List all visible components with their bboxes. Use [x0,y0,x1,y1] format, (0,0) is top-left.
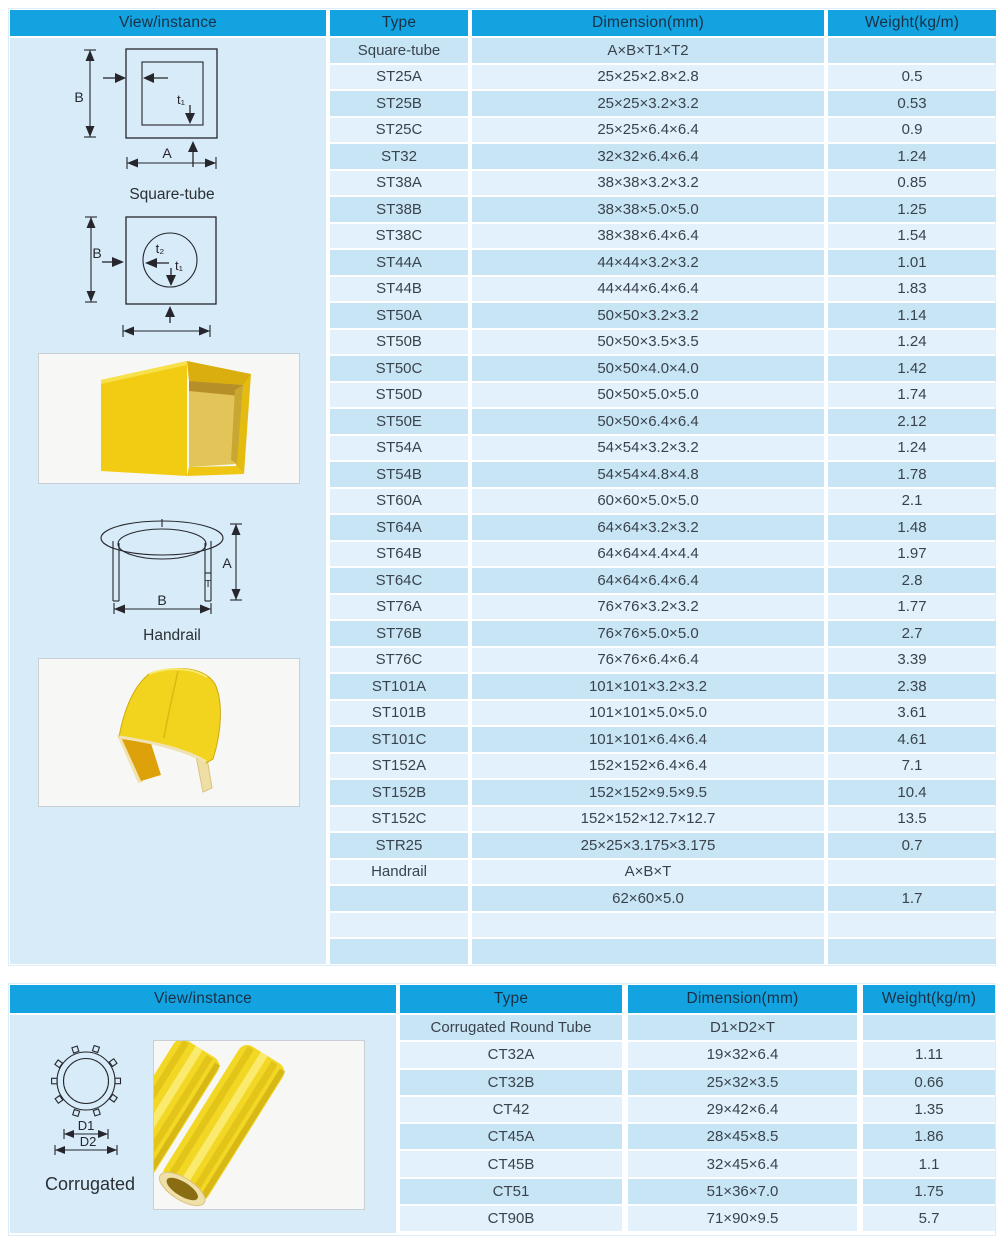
type-cell [330,886,468,911]
type-cell: ST32 [330,144,468,169]
top-col-header-weight: Weight(kg/m) [828,10,996,36]
table-row [330,224,996,249]
weight-cell: 1.1 [863,1151,995,1176]
dimension-cell: 62×60×5.0 [472,886,824,911]
dimension-cell: 25×32×3.5 [628,1070,857,1095]
type-cell: ST60A [330,489,468,514]
type-cell: CT90B [400,1206,622,1231]
dimension-cell: 38×38×3.2×3.2 [472,171,824,196]
weight-cell: 0.9 [828,118,996,143]
dimension-cell: 152×152×12.7×12.7 [472,807,824,832]
weight-cell: 2.38 [828,674,996,699]
dimension-cell: 64×64×6.4×6.4 [472,568,824,593]
square-tube-3d-drawing [39,354,299,483]
table-row [330,303,996,328]
table-row [400,1124,995,1149]
table-row [330,939,996,964]
table-row [330,807,996,832]
table-row [400,1179,995,1204]
weight-cell: 2.8 [828,568,996,593]
weight-cell: 1.78 [828,462,996,487]
dimension-cell: 25×25×3.2×3.2 [472,91,824,116]
dimension-cell: 51×36×7.0 [628,1179,857,1204]
type-cell: ST44B [330,277,468,302]
weight-cell: 1.97 [828,542,996,567]
weight-cell: 0.85 [828,171,996,196]
table-row [330,833,996,858]
weight-cell: 1.48 [828,515,996,540]
dimension-cell: 44×44×6.4×6.4 [472,277,824,302]
dimension-cell: D1×D2×T [628,1015,857,1040]
table-row [330,568,996,593]
dimension-cell: 60×60×5.0×5.0 [472,489,824,514]
dimension-cell: 64×64×3.2×3.2 [472,515,824,540]
type-cell: ST101C [330,727,468,752]
dimension-cell: 64×64×4.4×4.4 [472,542,824,567]
table-row [330,409,996,434]
dimension-cell: 25×25×3.175×3.175 [472,833,824,858]
type-cell: ST152A [330,754,468,779]
table-row [330,860,996,885]
type-cell: ST25A [330,65,468,90]
type-cell: Handrail [330,860,468,885]
type-cell: ST50C [330,356,468,381]
type-cell: ST152B [330,780,468,805]
weight-cell [828,860,996,885]
type-cell: ST64C [330,568,468,593]
table-row [330,171,996,196]
table-row [330,38,996,63]
dimension-cell: 71×90×9.5 [628,1206,857,1231]
weight-cell: 0.66 [863,1070,995,1095]
bottom-view-instance-header: View/instance [10,985,396,1013]
table-row [330,754,996,779]
table-row [330,356,996,381]
bottom-col-header-weight: Weight(kg/m) [863,985,995,1013]
weight-cell: 0.7 [828,833,996,858]
weight-cell: 1.54 [828,224,996,249]
table-row [330,674,996,699]
bottom-col-header-type: Type [400,985,622,1013]
dimension-cell: 50×50×3.5×3.5 [472,330,824,355]
weight-cell: 1.24 [828,330,996,355]
table-row [330,780,996,805]
type-cell: ST64A [330,515,468,540]
dimension-cell: 54×54×4.8×4.8 [472,462,824,487]
weight-cell [863,1015,995,1040]
type-cell: ST38B [330,197,468,222]
weight-cell [828,939,996,964]
table-row [330,118,996,143]
diagram2-label-b: B [92,245,102,261]
type-cell: ST50E [330,409,468,434]
diagram2-label-t1: t₁ [175,258,183,273]
top-col-header-type: Type [330,10,468,36]
diagram3-label-t: T [204,579,212,590]
type-cell: ST25B [330,91,468,116]
weight-cell: 13.5 [828,807,996,832]
dimension-cell [472,939,824,964]
type-cell: ST101A [330,674,468,699]
square-tube-caption: Square-tube [129,186,215,203]
weight-cell: 2.1 [828,489,996,514]
type-cell: STR25 [330,833,468,858]
dimension-cell: 28×45×8.5 [628,1124,857,1149]
table-row [330,383,996,408]
corrugated-ring-diagram [45,1042,140,1160]
type-cell: ST38C [330,224,468,249]
type-cell: CT51 [400,1179,622,1204]
type-cell: CT42 [400,1097,622,1122]
table-row [330,727,996,752]
weight-cell: 1.77 [828,595,996,620]
dimension-cell: 38×38×5.0×5.0 [472,197,824,222]
weight-cell: 1.83 [828,277,996,302]
type-cell [330,939,468,964]
table-row [330,595,996,620]
type-cell: ST64B [330,542,468,567]
corrugated-tube-table [400,1015,995,1233]
type-cell: CT45A [400,1124,622,1149]
type-cell: ST44A [330,250,468,275]
dimension-cell: 32×45×6.4 [628,1151,857,1176]
dimension-cell [472,913,824,938]
dimension-cell: 25×25×6.4×6.4 [472,118,824,143]
table-row [330,515,996,540]
table-row [330,489,996,514]
table-row [330,886,996,911]
weight-cell: 10.4 [828,780,996,805]
table-row [330,621,996,646]
table-row [400,1070,995,1095]
weight-cell: 1.74 [828,383,996,408]
table-row [330,250,996,275]
bottom-col-header-dimension: Dimension(mm) [628,985,857,1013]
dimension-cell: 19×32×6.4 [628,1042,857,1067]
diagram2-label-t2: t₂ [155,241,165,256]
weight-cell: 1.24 [828,436,996,461]
type-cell: ST38A [330,171,468,196]
corrugated-tubes-drawing [154,1041,364,1209]
table-row [330,330,996,355]
table-row [400,1015,995,1040]
dimension-cell: 101×101×3.2×3.2 [472,674,824,699]
weight-cell [828,38,996,63]
weight-cell: 3.61 [828,701,996,726]
diagram1-label-b: B [74,89,84,105]
dimension-cell: 152×152×6.4×6.4 [472,754,824,779]
dimension-cell: 101×101×6.4×6.4 [472,727,824,752]
handrail-photo [38,658,300,807]
square-tube-bore-diagram [70,208,225,340]
weight-cell: 1.01 [828,250,996,275]
weight-cell: 1.35 [863,1097,995,1122]
type-cell: ST54A [330,436,468,461]
table-row [330,462,996,487]
table-row [400,1151,995,1176]
dimension-cell: 76×76×6.4×6.4 [472,648,824,673]
weight-cell: 4.61 [828,727,996,752]
weight-cell: 1.86 [863,1124,995,1149]
dimension-cell: 50×50×4.0×4.0 [472,356,824,381]
weight-cell: 2.12 [828,409,996,434]
type-cell: Square-tube [330,38,468,63]
dimension-cell: 29×42×6.4 [628,1097,857,1122]
type-cell: CT32B [400,1070,622,1095]
diagram1-label-a: A [162,145,172,161]
type-cell: ST50A [330,303,468,328]
dimension-cell: A×B×T [472,860,824,885]
diagram-label-d1: D1 [77,1118,95,1133]
dimension-cell: 54×54×3.2×3.2 [472,436,824,461]
square-tube-cross-section-diagram [70,42,225,177]
table-row [330,277,996,302]
type-cell: ST152C [330,807,468,832]
square-tube-photo [38,353,300,484]
dimension-cell: 25×25×2.8×2.8 [472,65,824,90]
diagram3-label-b: B [157,592,167,608]
weight-cell: 7.1 [828,754,996,779]
corrugated-caption: Corrugated [44,1174,136,1194]
type-cell: Corrugated Round Tube [400,1015,622,1040]
type-cell: CT32A [400,1042,622,1067]
handrail-diagram [95,512,245,614]
table-row [330,144,996,169]
dimension-cell: 50×50×5.0×5.0 [472,383,824,408]
table-row [330,436,996,461]
type-cell [330,913,468,938]
dimension-cell: 38×38×6.4×6.4 [472,224,824,249]
type-cell: ST76A [330,595,468,620]
table-row [330,197,996,222]
table-row [400,1097,995,1122]
dimension-cell: 76×76×3.2×3.2 [472,595,824,620]
weight-cell: 1.11 [863,1042,995,1067]
weight-cell: 1.75 [863,1179,995,1204]
dimension-cell: 76×76×5.0×5.0 [472,621,824,646]
weight-cell: 3.39 [828,648,996,673]
weight-cell: 1.7 [828,886,996,911]
diagram3-label-a: A [222,555,232,571]
table-row [330,648,996,673]
type-cell: ST50D [330,383,468,408]
diagram1-label-t1: t₁ [177,92,185,107]
dimension-cell: 50×50×6.4×6.4 [472,409,824,434]
top-view-instance-header: View/instance [10,10,326,36]
handrail-3d-drawing [39,659,299,806]
table-row [330,65,996,90]
corrugated-tubes-photo [153,1040,365,1210]
table-row [330,542,996,567]
diagram-label-d2: D2 [79,1134,97,1149]
weight-cell: 1.42 [828,356,996,381]
type-cell: ST50B [330,330,468,355]
type-cell: CT45B [400,1151,622,1176]
handrail-caption: Handrail [143,627,201,644]
square-tube-table [330,38,996,966]
dimension-cell: 50×50×3.2×3.2 [472,303,824,328]
table-row [400,1206,995,1231]
table-row [330,701,996,726]
dimension-cell: 32×32×6.4×6.4 [472,144,824,169]
table-row [400,1042,995,1067]
table-row [330,91,996,116]
weight-cell: 1.14 [828,303,996,328]
top-col-header-dimension: Dimension(mm) [472,10,824,36]
dimension-cell: A×B×T1×T2 [472,38,824,63]
weight-cell: 5.7 [863,1206,995,1231]
dimension-cell: 101×101×5.0×5.0 [472,701,824,726]
weight-cell: 0.5 [828,65,996,90]
weight-cell: 0.53 [828,91,996,116]
type-cell: ST54B [330,462,468,487]
type-cell: ST76C [330,648,468,673]
type-cell: ST25C [330,118,468,143]
weight-cell: 1.24 [828,144,996,169]
dimension-cell: 152×152×9.5×9.5 [472,780,824,805]
dimension-cell: 44×44×3.2×3.2 [472,250,824,275]
weight-cell: 2.7 [828,621,996,646]
weight-cell: 1.25 [828,197,996,222]
type-cell: ST76B [330,621,468,646]
type-cell: ST101B [330,701,468,726]
table-row [330,913,996,938]
weight-cell [828,913,996,938]
